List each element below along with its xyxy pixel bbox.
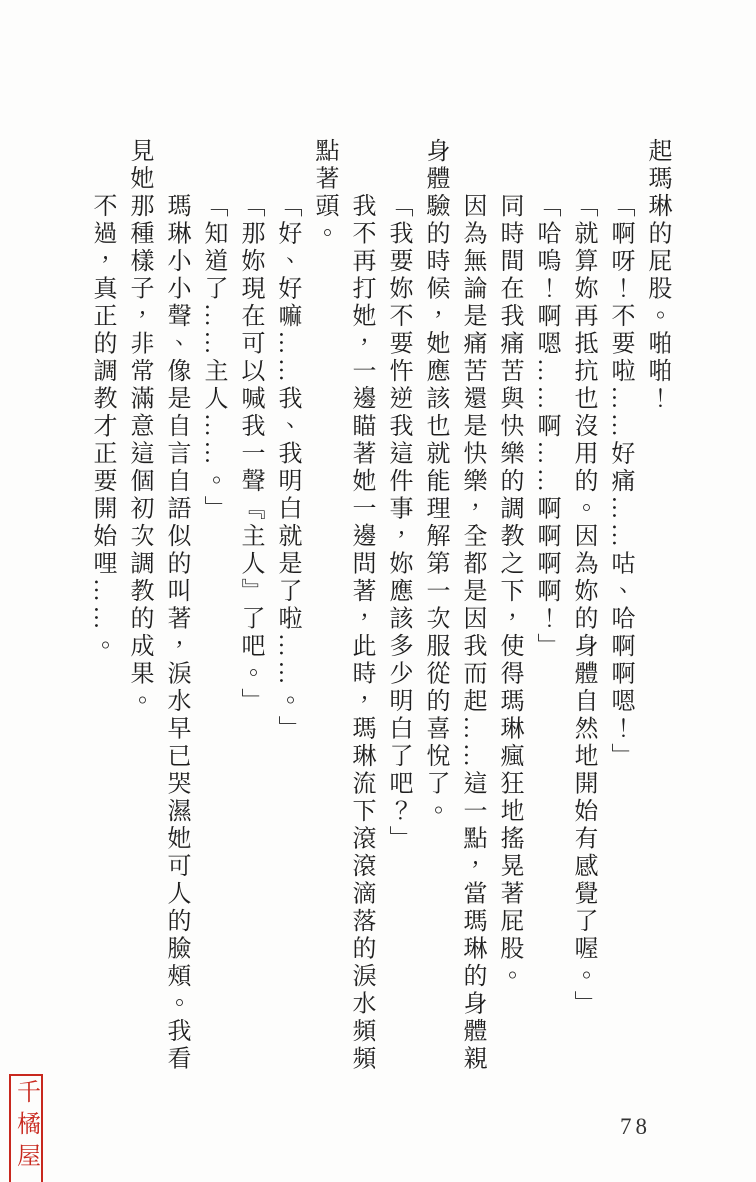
paragraph-1: 起瑪琳的屁股。啪啪！: [644, 138, 670, 413]
paragraph-11: 「知道了……主人……。」: [200, 193, 226, 523]
body-text: [83, 138, 675, 1073]
paragraph-7: 「我要妳不要忤逆我這件事，妳應該多少明白了吧？」: [385, 193, 411, 853]
paragraph-10: 「那妳現在可以喊我一聲『主人』了吧。」: [237, 193, 263, 716]
paragraph-9: 「好、好嘛……我、我明白就是了啦……。」: [274, 193, 300, 743]
paragraph-4: 「哈嗚！啊嗯……啊……啊啊啊啊！」: [533, 193, 559, 661]
paragraph-5: 同時間在我痛苦與快樂的調教之下，使得瑪琳瘋狂地搖晃著屁股。: [496, 193, 522, 991]
paragraph-2: 「啊呀！不要啦……好痛……咕、哈啊啊嗯！」: [607, 193, 633, 771]
paragraph-3: 「就算妳再抵抗也沒用的。因為妳的身體自然地開始有感覺了喔。」: [570, 193, 596, 1018]
paragraph-13: 不過，真正的調教才正要開始哩……。: [89, 193, 115, 661]
page-number: 78: [620, 1114, 651, 1139]
paragraph-6: 因為無論是痛苦還是快樂，全都是因我而起……這一點，當瑪琳的身體親身體驗的時候，她應該也就能理解第一次服從的喜悅了。: [422, 138, 485, 1073]
paragraph-8: 我不再打她，一邊瞄著她一邊問著，此時，瑪琳流下滾滾滴落的淚水頻頻點著頭。: [311, 138, 374, 1073]
seal-text: 千橘屋: [12, 1079, 39, 1175]
publisher-seal-stamp: [9, 1074, 43, 1182]
paragraph-12: 瑪琳小小聲、像是自言自語似的叫著，淚水早已哭濕她可人的臉頰。我看見她那種樣子，非常滿意這個初次調教的成果。: [126, 138, 189, 1073]
